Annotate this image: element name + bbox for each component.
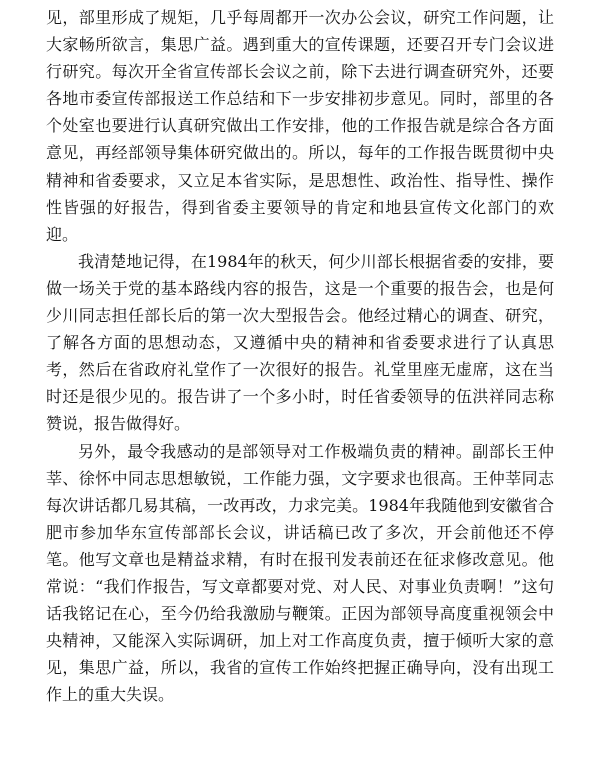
paragraph-2: 我清楚地记得，在1984年的秋天，何少川部长根据省委的安排，要做一场关于党的基本路线内容的报告，这是一个重要的报告会，也是何少川同志担任部长后的第一次大型报告会。他经过精心的调查、研究，了解各方面的思想动态，又遵循中央的精神和省委要求进行了认真思考，然后在省政府礼堂作了一次很好的报告。礼堂里座无虚席，这在当时还是很少见的。报告讲了一个多小时，时任省委领导的伍洪祥同志称赞说，报告做得好。 [46,251,554,434]
paragraph-3: 另外，最令我感动的是部领导对工作极端负责的精神。副部长王仲莘、徐怀中同志思想敏锐，工作能力强，文字要求也很高。王仲莘同志每次讲话都几易其稿，一改再改，力求完美。1984年我随他到安徽省合肥市参加华东宣传部部长会议，讲话稿已改了多次，开会前他还不停笔。他写文章也是精益求精，有时在报刊发表前还在征求修改意见。他常说：“我们作报告，写文章都要对党、对人民、对事业负责啊！”这句话我铭记在心，至今仍给我激励与鞭策。正因为部领导高度重视领会中央精神，又能深入实际调研，加上对工作高度负责，擅于倾听大家的意见，集思广益，所以，我省的宣传工作始终把握正确导向，没有出现工作上的重大失误。 [46,441,554,705]
paragraph-1: 见，部里形成了规矩，几乎每周都开一次办公会议，研究工作问题，让大家畅所欲言，集思广益。遇到重大的宣传课题，还要召开专门会议进行研究。每次开全省宣传部长会议之前，除下去进行调查研究外，还要各地市委宣传部报送工作总结和下一步安排初步意见。同时，部里的各个处室也要进行认真研究做出工作安排，他的工作报告就是综合各方面意见，再经部领导集体研究做出的。所以，每年的工作报告既贯彻中央精神和省委要求，又立足本省实际，是思想性、政治性、指导性、操作性皆强的好报告，得到省委主要领导的肯定和地县宣传文化部门的欢迎。 [46,8,554,244]
